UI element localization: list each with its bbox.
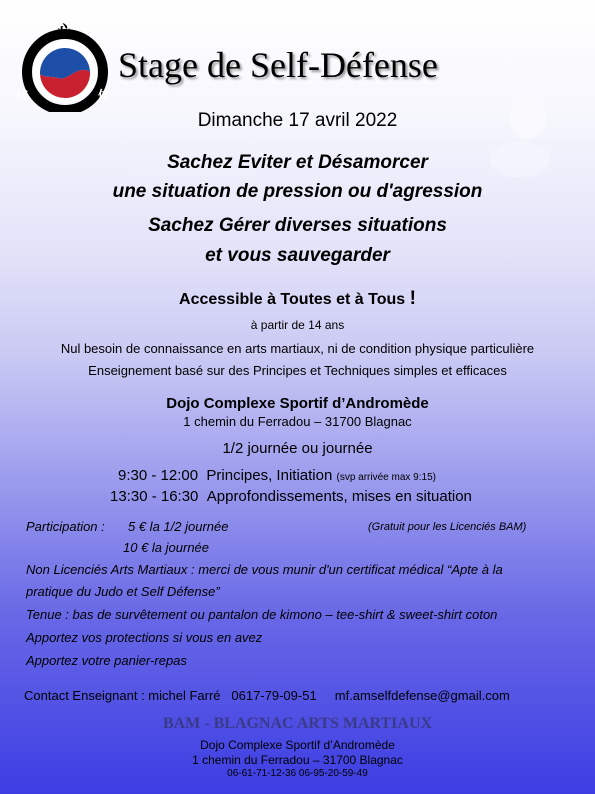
info-medical-1: Non Licenciés Arts Martiaux : merci de vous munir d'un certificat médical “Apte à la [26,562,503,577]
slogan-line-4: et vous sauvegarder [205,245,390,266]
info-outfit: Tenue : bas de survêtement ou pantalon de kimono – tee-shirt & sweet-shirt coton [26,607,498,622]
venue-address: 1 chemin du Ferradou – 31700 Blagnac [183,414,412,429]
no-experience-needed: Nul besoin de connaissance en arts martiaux, ni de condition physique particulière [60,341,535,356]
duration-options: 1/2 journée ou journée [222,440,373,457]
contact-phone: 0617-79-09-51 [231,688,317,703]
participation-full-day: 10 € la journée [123,540,210,555]
footer-venue: Dojo Complexe Sportif d’Andromède [200,738,395,752]
info-medical-2: pratique du Judo et Self Défense” [26,584,220,599]
event-date: Dimanche 17 avril 2022 [197,110,398,131]
slogan-line-1: Sachez Eviter et Désamorcer [167,152,428,173]
schedule-morning-time: 9:30 - 12:00 [118,467,199,484]
schedule-afternoon [110,488,472,505]
schedule-afternoon-label: Approfondissements, mises en situation [206,488,472,505]
slogan-line-2: une situation de pression ou d'agression [112,181,483,202]
schedule-morning-note: (svp arrivée max 9:15) [336,472,436,483]
footer-club-name: BAM - BLAGNAC ARTS MARTIAUX [162,715,433,732]
flyer-title: Stage de Self-Défense [118,45,438,85]
logo-glyph-right: 体 [98,88,111,102]
contact-email[interactable]: mf.amselfdefense@gmail.com [334,688,510,703]
participation-label: Participation : [26,519,105,534]
schedule-morning [118,467,436,484]
venue-name: Dojo Complexe Sportif d’Andromède [166,395,429,412]
info-lunch: Apportez votre panier-repas [26,653,187,668]
logo-glyph-top: 心 [56,23,73,42]
contact-line [24,688,510,703]
logo-glyph-left: 技 [16,88,29,102]
info-protections: Apportez vos protections si vous en avez [26,630,263,645]
accessible-text: Accessible à Toutes et à Tous [179,291,410,308]
footer-phones: 06-61-71-12-36 06-95-20-59-49 [227,768,368,779]
teaching-description: Enseignement basé sur des Principes et Techniques simples et efficaces [88,363,507,378]
age-requirement: à partir de 14 ans [250,318,345,332]
footer-address: 1 chemin du Ferradou – 31700 Blagnac [192,753,403,767]
accessible-bang: ! [409,288,416,309]
schedule-morning-label: Principes, Initiation [206,467,333,484]
schedule-afternoon-time: 13:30 - 16:30 [110,488,199,505]
participation-free-note: (Gratuit pour les Licenciés BAM) [368,521,527,533]
club-logo [16,20,114,112]
slogan-line-3: Sachez Gérer diverses situations [148,215,447,236]
participation-half-day: 5 € la 1/2 journée [128,519,229,534]
contact-label: Contact Enseignant : michel Farré [24,688,221,703]
accessible-heading [0,288,595,310]
